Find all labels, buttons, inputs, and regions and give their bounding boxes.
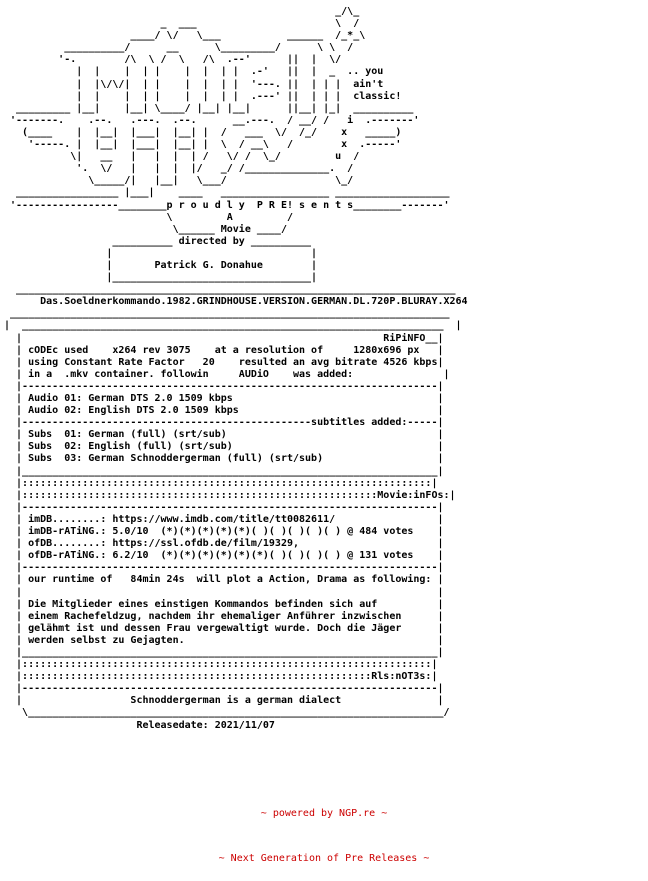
nfo-line: | Audio 02: English DTS 2.0 1509 kbps | [4,405,444,417]
nfo-line: | Audio 01: German DTS 2.0 1509 kbps | [4,393,444,404]
nfo-line: | Patrick G. Donahue | [4,259,318,271]
nfo-line: | RiPiNFO__| [4,332,444,344]
nfo-line: | our runtime of 84min 24s will plot a Action, Drama as following: | [4,574,444,586]
nfo-line: _/\_ [4,6,360,17]
nfo-line: _________________________________________________________________________ [4,284,456,296]
nfo-line: |:::::::::::::::::::::::::::::::::::::::::::::::::::::::::::Movie:inFOs:| [4,489,456,501]
nfo-line: '-----. | |__| |___| |__| | \ / __\ / x .-----' [4,139,402,151]
nfo-line: (____ | |__| |___| |__| | / ___ \/ /_/ x _____) [4,126,402,138]
nfo-line: | ofDB-rATiNG.: 6.2/10 (*)(*)(*)(*)(*)(*)( )( )( )( ) @ 131 votes | [4,550,444,562]
nfo-line: '-----------------________p r o u d l y P R E! s e n t s________-------' [4,199,450,211]
nfo-line: \ A / [4,211,293,223]
nfo-line: \_____/| |__| \___/ \_/ [4,175,354,187]
nfo-line: _________ |__| |__| \____/ |__| |__| ||__| |_| __________ [4,102,414,114]
nfo-line: | | [4,247,318,259]
nfo-line: _________________________________________________________________________ [4,308,450,320]
nfo-line: |_____________________________________________________________________| [4,646,444,658]
tagline: ~ Next Generation of Pre Releases ~ [218,853,430,864]
nfo-line: ____/ \/ \___ ______ /_*_\ [4,30,366,42]
nfo-line: '-. /\ \ / \ /\ .--' || | \/ [4,54,342,66]
nfo-line: _ ___ \ / [4,18,360,30]
footer [0,776,648,881]
nfo-line: | | | | | | | | | .-' || | _ .. you [4,66,384,78]
nfo-line: | werden selbst zu Gejagten. | [4,634,444,646]
nfo-line: | imDB-rATiNG.: 5.0/10 (*)(*)(*)(*)(*)( )( )( )( )( ) @ 484 votes | [4,526,444,538]
nfo-line: | ______________________________________________________________________ | [4,320,462,332]
nfo-line: | | | | | | | | | .---' || | | | classic! [4,90,402,102]
nfo-line: |---------------------------------------------------------------------| [4,501,444,513]
nfo-line: \| __ | | | | / \/ / \_/ u / [4,151,360,163]
nfo-line: | | [4,586,444,598]
nfo-line: | Die Mitglieder eines einstigen Kommandos befinden sich auf | [4,598,444,610]
nfo-line: | ofDB........: https://ssl.ofdb.de/film/19329, | [4,538,444,550]
nfo-line: | using Constant Rate Factor 20 resulted an avg bitrate 4526 kbps| [4,356,444,368]
powered-by-line: ~ powered by NGP.re ~ [260,808,388,819]
nfo-line: | in a .mkv container. followin AUDiO was added: | [4,368,450,380]
nfo-line: | |\/\/| | | | | | | '---. || | | | ain't [4,78,384,90]
nfo-line: | cODEc used x264 rev 3075 at a resolution of 1280x696 px | [4,344,444,356]
nfo-line: |::::::::::::::::::::::::::::::::::::::::::::::::::::::::::Rls:nOT3s:| [4,671,438,683]
nfo-line: Releasedate: 2021/11/07 [4,719,275,731]
nfo-line: __________ directed by __________ [4,235,312,247]
nfo-line: | Schnoddergerman is a german dialect | [4,695,444,707]
nfo-line: |---------------------------------------------------------------------| [4,380,444,392]
nfo-line: | Subs 02: English (full) (srt/sub) | [4,441,444,453]
nfo-line: __________/ __ \_________/ \ \ / [4,42,354,54]
nfo-line: |---------------------------------------------------------------------| [4,683,444,695]
nfo-line: | imDB........: https://www.imdb.com/title/tt0082611/ | [4,513,444,525]
nfo-line: |_____________________________________________________________________| [4,465,444,477]
nfo-line: | Subs 03: German Schnoddergerman (full) (srt/sub) | [4,453,444,465]
nfo-line: |---------------------------------------------------------------------| [4,562,444,574]
nfo-line: | gelähmt ist und dessen Frau vergewaltigt wurde. Doch die Jäger | [4,622,444,634]
nfo-line: |::::::::::::::::::::::::::::::::::::::::::::::::::::::::::::::::::::| [4,477,438,489]
nfo-line: |::::::::::::::::::::::::::::::::::::::::::::::::::::::::::::::::::::| [4,659,438,671]
nfo-line: \______ Movie ____/ [4,223,287,235]
nfo-text [4,6,468,732]
nfo-line: |------------------------------------------------subtitles added:-----| [4,417,444,429]
nfo-line: Das.Soeldnerkommando.1982.GRINDHOUSE.VERSION.GERMAN.DL.720P.BLURAY.X264 [4,296,468,308]
nfo-line: |_________________________________| [4,272,318,284]
nfo-line: \_____________________________________________________________________/ [4,707,450,719]
nfo-line: | einem Rachefeldzug, nachdem ihr ehemaliger Anführer inzwischen | [4,610,444,622]
nfo-line: '. \/ | | | |/ _/ /______________. / [4,163,354,175]
nfo-line: '-------. .--. .---. .--. __.---. / __/ / i .-------' [4,114,420,126]
nfo-line: | Subs 01: German (full) (srt/sub) | [4,429,444,441]
nfo-line: _________________ |___| ____ __________________ ___________________ [4,187,450,199]
